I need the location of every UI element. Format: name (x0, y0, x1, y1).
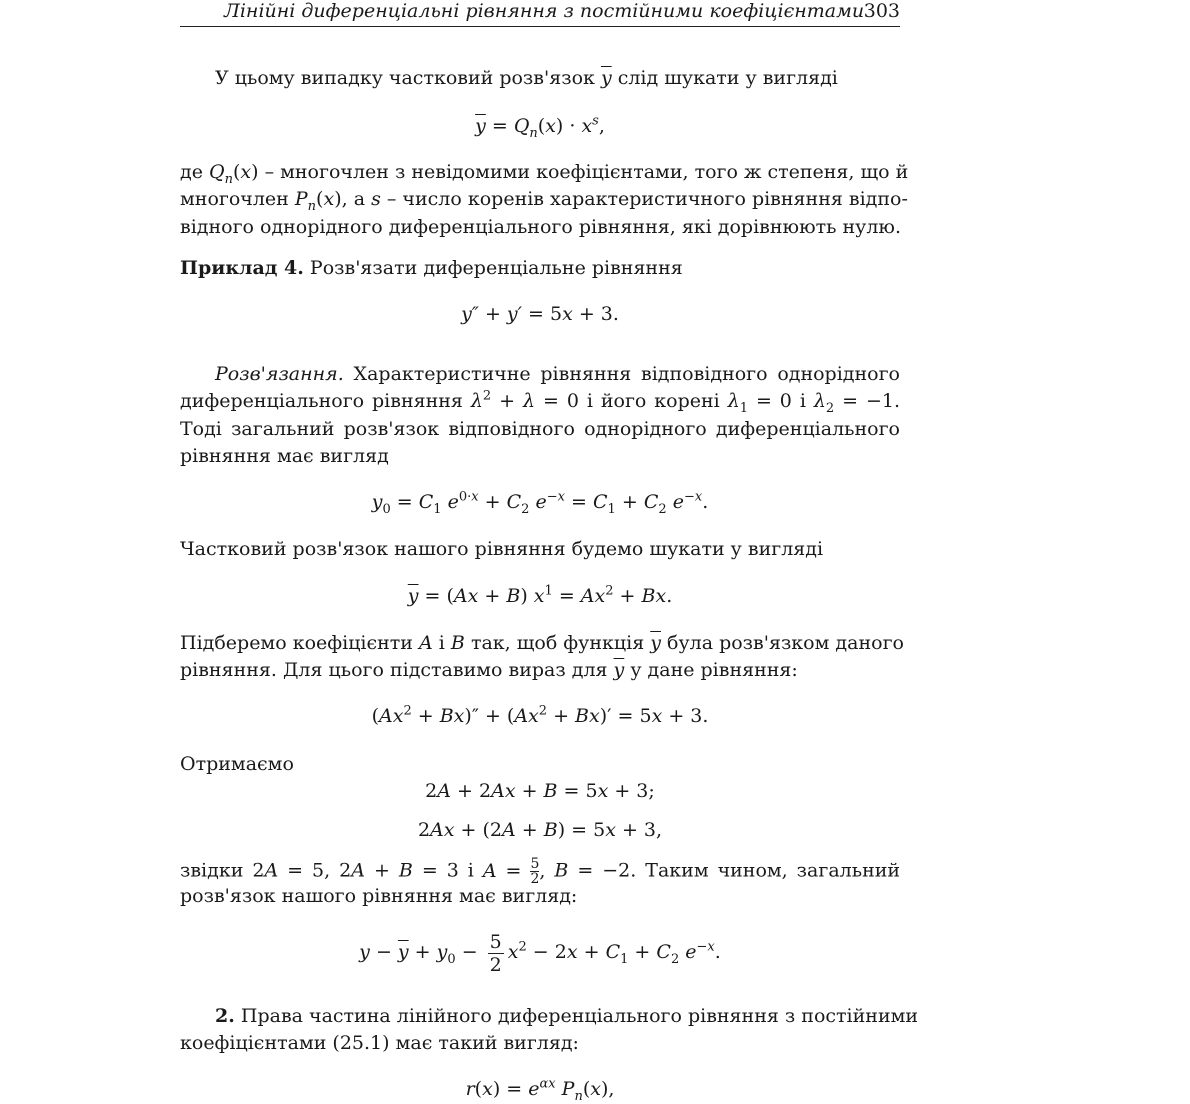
paragraph-line: розв'язок нашого рівняння має вигляд: (180, 885, 578, 907)
paragraph-line: У цьому випадку частковий розв'язок $\overline{y}$ слід шукати у вигляді (215, 67, 838, 89)
solution-label: Розв'язання. (215, 363, 344, 385)
paragraph-line: многочлен $P_n(x)$, а s – число коренів характеристичного рівняння відпо- (180, 188, 908, 214)
running-header (180, 0, 900, 27)
formula: $\overline{y} = Q_n(x) \cdot x^s$, (475, 113, 605, 141)
paragraph-line: 2. Права частина лінійного диференціального рівняння з постійними (215, 1005, 919, 1027)
formula: $y - \overline{y} + y_0$ − $\frac{5}{2}$ $x^2 - 2x + C_1 + C_2$ $e^{-x}$. (359, 930, 721, 976)
paragraph-line: коефіцієнтами (25.1) має такий вигляд: (180, 1032, 579, 1054)
header-title: Лінійні диференціальні рівняння з постійними коефіцієнтами (224, 0, 865, 22)
formula: $r(x) = e^{\alpha x}$ $P_n(x)$, (465, 1076, 615, 1104)
paragraph-line: Розв'язання. Характеристичне рівняння відповідного однорідного (215, 363, 900, 385)
paragraph-line: звідки 2A = 5, 2A + B = 3 і A = $\frac{5}{2}$ , B = −2. Таким чином, загальний (180, 856, 901, 887)
formula: $(Ax^2 + Bx)'' + (Ax^2 + Bx)' = 5x + 3$. (371, 703, 709, 727)
formula: 2Ax + (2A + B) = 5x + 3, (417, 819, 663, 841)
paragraph-line: Підберемо коефіцієнти A і B так, щоб функція $\overline{y}$ була розв'язком даного (180, 632, 904, 654)
formula: $y_0 = C_1$ $e^{0\cdot x} + C_2$ $e^{-x} = C_1 + C_2$ $e^{-x}$. (371, 489, 709, 517)
example-heading: Приклад 4. Розв'язати диференціальне рівняння (180, 257, 683, 279)
paragraph-line: Частковий розв'язок нашого рівняння будемо шукати у вигляді (180, 538, 824, 560)
paragraph-line: Отримаємо (180, 753, 294, 775)
example-label: Приклад 4. (180, 257, 304, 279)
page-number: 303 (863, 0, 900, 22)
paragraph-line: Тоді загальний розв'язок відповідного однорідного диференціального (180, 418, 900, 440)
page (180, 0, 919, 1104)
formula: 2A + 2Ax + B = 5x + 3; (425, 780, 655, 802)
formula: $\overline{y} = (Ax + B) x^1 = Ax^2 + Bx$. (407, 583, 673, 607)
paragraph-line: рівняння має вигляд (180, 445, 389, 467)
paragraph-line: де $Q_n(x)$ – многочлен з невідомими коефіцієнтами, того ж степеня, що й (180, 161, 909, 187)
paragraph-line: відного однорідного диференціального рівняння, які дорівнюють нулю. (180, 216, 902, 238)
paragraph-line: рівняння. Для цього підставимо вираз для $\overline{y}$ у дане рівняння: (180, 659, 798, 681)
item-label: 2. (215, 1005, 235, 1027)
paragraph-line: диференціального рівняння $\lambda^2 + \lambda = 0$ і його корені $\lambda_1 = 0$ і $\lambda_2 = -1$. (180, 388, 901, 416)
formula: y″ + y′ = 5x + 3. (461, 303, 619, 325)
